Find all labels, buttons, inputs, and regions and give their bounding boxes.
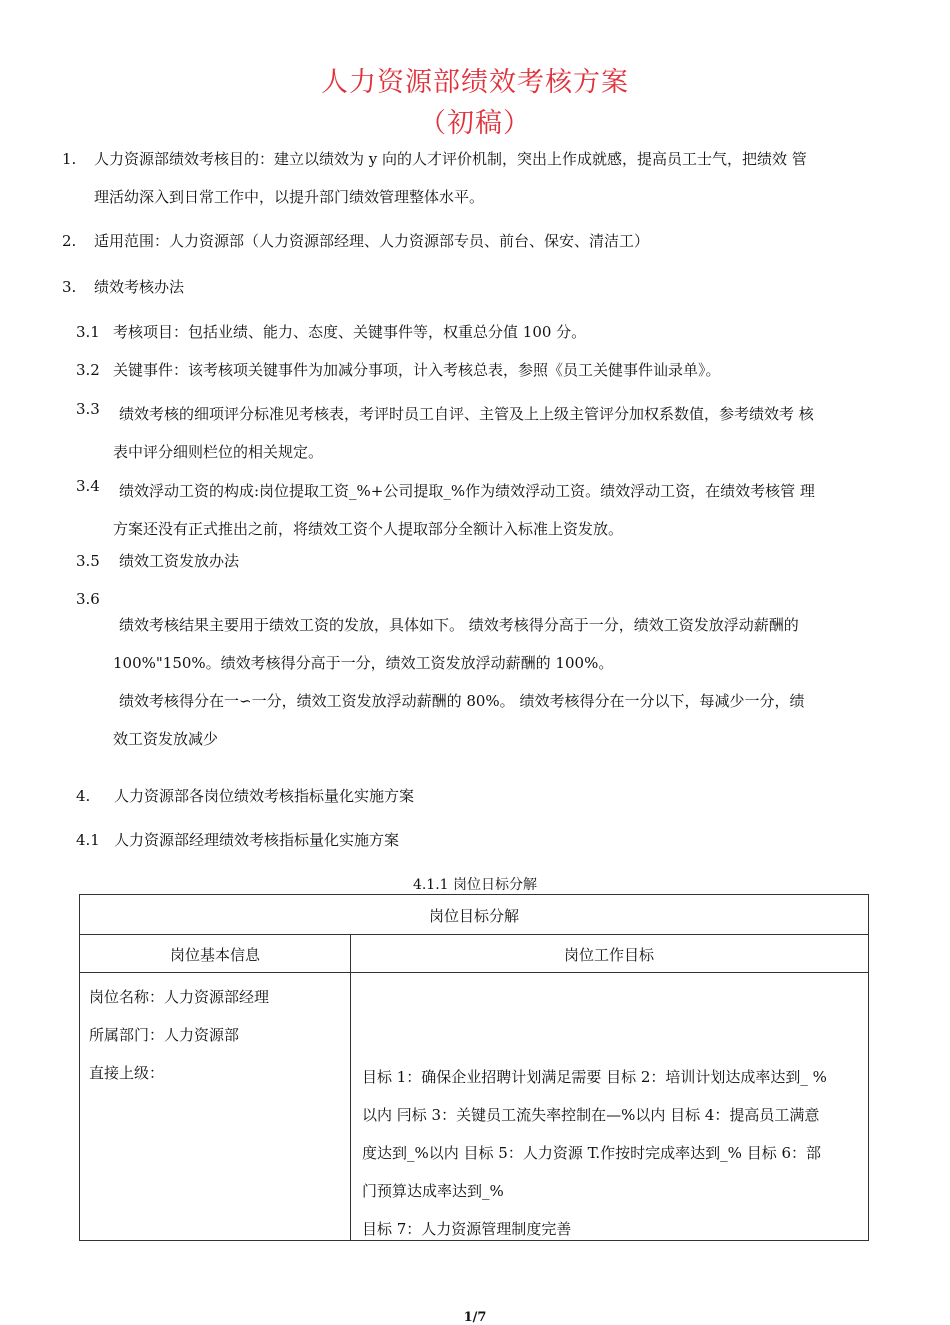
section-2-line1: 适用范围：人力资源部（人力资源部经理、人力资源部专员、前台、保安、清洁工） (94, 232, 650, 250)
table-col1-header: 岗位基本信息 (169, 946, 260, 964)
section-3-6-line2: 100%"150%。绩效考核得分高于一分，绩效工资发放浮动薪酬的 100%。 (113, 654, 614, 672)
goals-line3: 度达到_%以内 目标 5：人力资源 T.作按时完成率达到_% 目标 6：部 (362, 1144, 822, 1162)
section-3-4-line1: 绩效浮动工资的构成:岗位提取工资_%+公司提取_%作为绩效浮动工资。绩效浮动工资，在绩效考核管 理 (119, 482, 815, 500)
goals-line2: 以内 冃标 3：关键员工流失率控制在—%以内 目标 4：提高员工满意 (362, 1106, 820, 1124)
goal-decomposition-table (79, 894, 869, 1241)
section-3-3-line2: 表中评分细则栏位的相关规定。 (113, 443, 324, 461)
section-3-3-number: 3.3 (76, 400, 100, 418)
section-2-number: 2. (62, 232, 77, 250)
section-3-4-number: 3.4 (76, 477, 100, 495)
page-title: 人力资源部绩效考核方案 (321, 67, 629, 98)
goals-line1: 目标 1：确保企业招聘计划满足需要 目标 2：培训计划达成率达到_ % (362, 1068, 827, 1086)
table-header: 岗位目标分解 (428, 907, 519, 925)
table-col2-header: 岗位工作目标 (563, 946, 654, 964)
section-3-number: 3. (62, 278, 77, 296)
page-number: 1/7 (463, 1310, 487, 1325)
section-3-5-line1: 绩效工资发放办法 (119, 552, 240, 570)
goals-line5: 目标 7：人力资源管理制度完善 (362, 1220, 572, 1238)
section-4-1-line1: 人力资源部经理绩效考核指标量化实施方案 (114, 831, 400, 849)
section-3-3-line1: 绩效考核的细项评分标准见考核表，考评时员工自评、主管及上上级主管评分加权系数值，参考绩效考 核 (119, 405, 814, 423)
table-column-divider (350, 934, 351, 1240)
section-3-line1: 绩效考核办法 (94, 278, 185, 296)
section-3-2-line1: 关键事件：该考核项关键事件为加减分事项，计入考核总表，参照《员工关健事件讪录单》。 (113, 361, 721, 379)
section-4-1-number: 4.1 (76, 831, 100, 849)
section-3-1-number: 3.1 (76, 323, 100, 341)
info-position: 岗位名称：人力资源部经理 (89, 988, 270, 1006)
table-divider-2 (80, 972, 868, 973)
section-1-number: 1. (62, 150, 77, 168)
section-1-line1: 人力资源部绩效考核目的：建立以绩效为 y 向的人才评价机制，突出上作成就感，提高员工士气，把绩效 管 (94, 150, 807, 168)
section-3-5-number: 3.5 (76, 552, 100, 570)
section-1-line2: 理活幼深入到日常工作中，以提升部门绩效管理整体水平。 (94, 188, 485, 206)
table-caption: 4.1.1 岗位日标分解 (412, 877, 538, 893)
info-superior: 直接上级： (89, 1064, 165, 1082)
section-3-6-number: 3.6 (76, 590, 100, 608)
section-3-2-number: 3.2 (76, 361, 100, 379)
section-4-line1: 人力资源部各岗位绩效考核指标量化实施方案 (114, 787, 415, 805)
goals-line4: 门预算达成率达到_% (362, 1182, 504, 1200)
section-4-number: 4. (76, 787, 91, 805)
section-3-1-line1: 考核项目：包括业绩、能力、态度、关键事件等，权重总分值 100 分。 (113, 323, 587, 341)
section-3-6-line4: 效工资发放减少 (113, 730, 219, 748)
page-subtitle: （初稿） (419, 108, 531, 139)
section-3-6-line3: 绩效考核得分在一∽一分，绩效工资发放浮动薪酬的 80%。 绩效考核得分在一分以下，每减少一分，绩 (119, 692, 805, 710)
section-3-4-line2: 方案还没有正式推出之前，将绩效工资个人提取部分全额计入标准上资发放。 (113, 520, 624, 538)
info-department: 所属部门：人力资源部 (89, 1026, 240, 1044)
section-3-6-line1: 绩效考核结果主要用于绩效工资的发放，具体如下。 绩效考核得分高于一分，绩效工资发放浮动薪酬的 (119, 616, 799, 634)
table-divider-1 (80, 934, 868, 935)
